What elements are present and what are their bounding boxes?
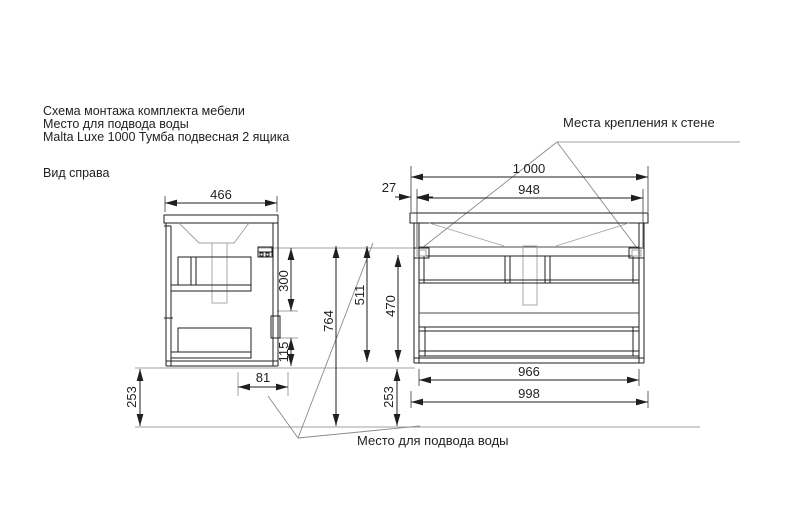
dim-label-300: 300 bbox=[276, 270, 291, 292]
side-sink-basin bbox=[179, 223, 249, 243]
dim-label-511: 511 bbox=[352, 284, 367, 306]
dim-label-253-left: 253 bbox=[124, 386, 139, 408]
dim-label-81: 81 bbox=[255, 370, 271, 385]
dim-label-1000: 1 000 bbox=[512, 161, 546, 176]
front-countertop bbox=[410, 213, 648, 223]
dim-label-948: 948 bbox=[518, 182, 540, 197]
text-labels bbox=[43, 104, 715, 448]
dim-label-253-right: 253 bbox=[381, 386, 396, 408]
dim-label-764: 764 bbox=[321, 310, 336, 332]
leader-lines bbox=[268, 142, 637, 438]
water-supply-callout: Место для подвода воды bbox=[357, 433, 509, 448]
side-wall-bracket-top bbox=[258, 247, 272, 257]
dim-label-27: 27 bbox=[381, 180, 397, 195]
side-wall-bracket-bottom bbox=[271, 316, 280, 338]
side-countertop bbox=[164, 215, 278, 223]
wall-mount-leader-right bbox=[557, 142, 637, 248]
front-sink-basin bbox=[429, 223, 504, 246]
dim-label-998: 998 bbox=[518, 386, 540, 401]
title-line-2: Место для подвода воды bbox=[43, 117, 189, 131]
front-upper-drawer bbox=[419, 256, 639, 283]
side-view bbox=[164, 215, 280, 366]
front-lower-drawer bbox=[419, 327, 639, 356]
wall-mount-callout: Места крепления к стене bbox=[563, 115, 715, 130]
side-view-label: Вид справа bbox=[43, 166, 110, 180]
front-drain-pipe bbox=[523, 246, 537, 305]
water-leader-side bbox=[268, 396, 298, 438]
side-upper-drawer bbox=[178, 257, 251, 285]
title-line-1: Схема монтажа комплекта мебели bbox=[43, 104, 245, 118]
dim-label-470: 470 bbox=[383, 295, 398, 317]
dim-label-966: 966 bbox=[518, 364, 540, 379]
dim-label-466: 466 bbox=[210, 187, 232, 202]
front-view bbox=[410, 213, 648, 363]
side-drain-pipe bbox=[212, 243, 227, 303]
title-line-3: Malta Luxe 1000 Тумба подвесная 2 ящика bbox=[43, 130, 290, 144]
dim-label-115: 115 bbox=[276, 341, 291, 363]
side-lower-drawer bbox=[178, 328, 251, 352]
